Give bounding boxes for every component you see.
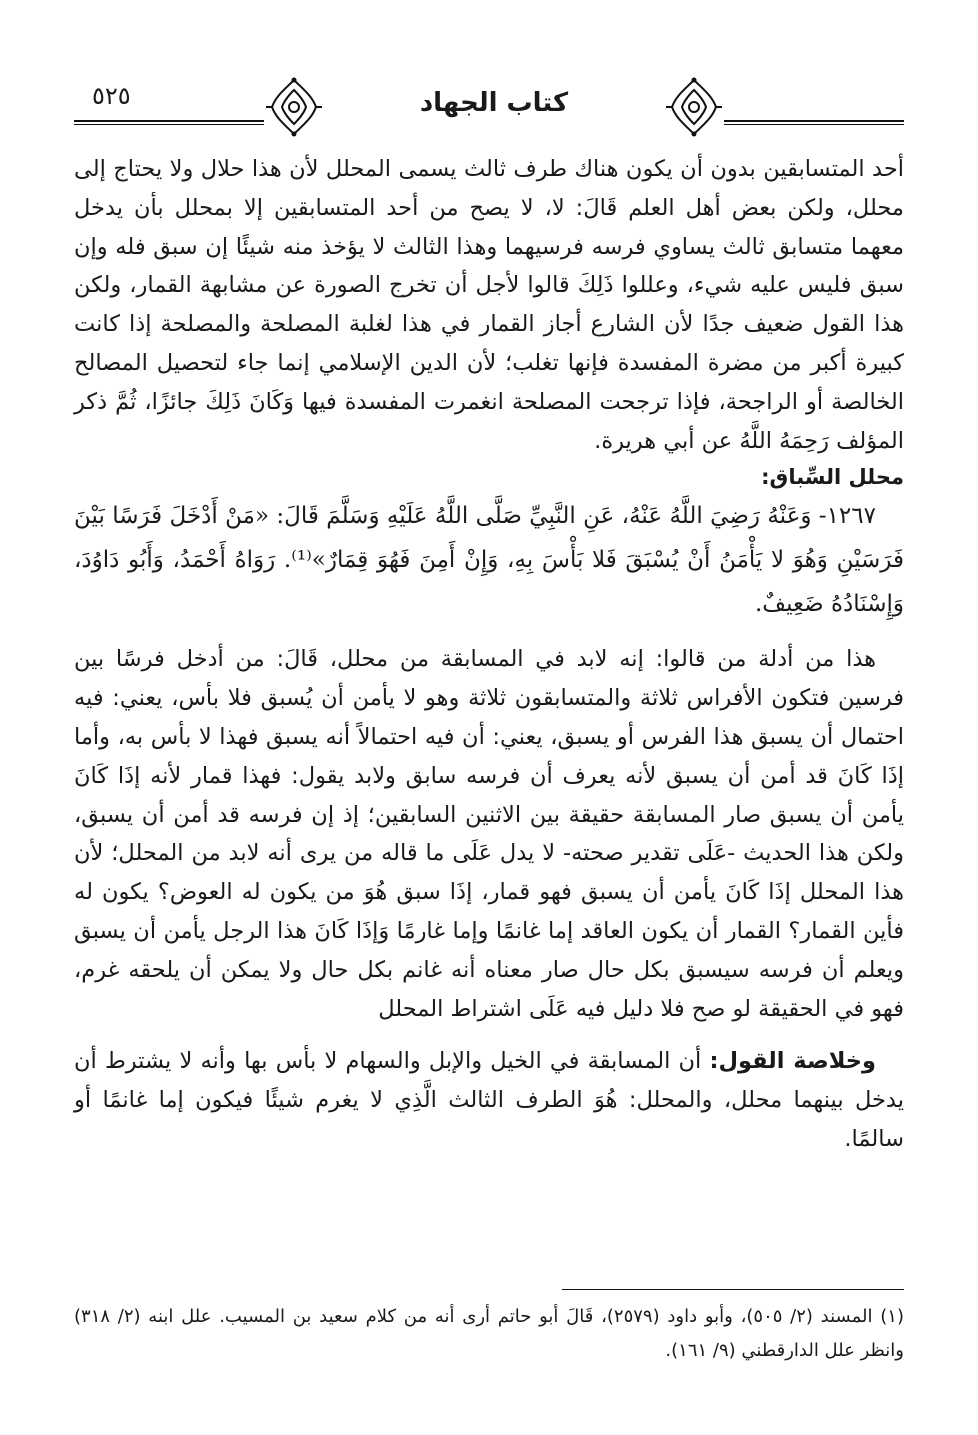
- floral-ornament-icon: [266, 76, 322, 138]
- summary-text: أن المسابقة في الخيل والإبل والسهام لا بأس بها وأنه لا يشترط أن يدخل بينهما محلل، والمحلل: هُوَ الطرف الثالث الَّذِي لا يغرم شيئًا فيكون إما غانمًا أو سالمًا.: [74, 1048, 904, 1152]
- footnote-text: (١) المسند (٢/ ٥٠٥)، وأبو داود (٢٥٧٩)، قَالَ أبو حاتم أرى أنه من كلام سعيد بن المسيب. علل ابنه (٢/ ٣١٨) وانظر علل الدارقطني (٩/ ١٦١).: [74, 1306, 904, 1361]
- footnote: [74, 1300, 904, 1368]
- summary-lead: وخلاصة القول:: [709, 1048, 876, 1075]
- page-number: ٥٢٥: [86, 82, 137, 110]
- footnote-separator: [562, 1289, 904, 1290]
- page-body: [74, 150, 904, 1159]
- page-header: [74, 78, 904, 140]
- paragraph: أحد المتسابقين بدون أن يكون هناك طرف ثالث يسمى المحلل لأن هذا حلال ولا يحتاج إلى محلل، ولكن بعض أهل العلم قَالَ: لا، لا يصح من أحد المتسابقين إلا بمحلل بأن يدخل معهما متسابق ثالث يساوي فرسه فرسيهما وهذا الثالث لا يؤخذ منه شيئًا إن سبق فله وإن سبق فليس عليه شيء، وعللوا ذَلِكَ قالوا لأجل أن تخرج الصورة عن مشابهة القمار، ولكن هذا القول ضعيف جدًا لأن الشارع أجاز القمار في هذا لغلبة المصلحة والمصلحة إذا كانت كبيرة أكبر من مضرة المفسدة فإنها تغلب؛ لأن الدين الإسلامي إنما جاء لتحصيل المصالح الخالصة أو الراجحة، فإذا ترجحت المصلحة انغمرت المفسدة فيها وَكَانَ ذَلِكَ جائزًا، ثُمَّ ذكر المؤلف رَحِمَهُ اللَّهُ عن أبي هريرة.: [74, 156, 904, 454]
- book-title: كتاب الجهاد: [419, 88, 569, 118]
- section-heading: محلل السِّباق:: [761, 465, 904, 490]
- paragraph: هذا من أدلة من قالوا: إنه لابد في المسابقة من محلل، قَالَ: من أدخل فرسًا بين فرسين فتكون الأفراس ثلاثة والمتسابقون ثلاثة وهو لا يأمن أن يُسبق فلا بأس، يعني: فيه احتمال أن يسبق هذا الفرس أو يسبق، يعني: أن فيه احتمالاً أنه يسبق فهذا لا بأس به، وأما إذَا كَانَ قد أمن أن يسبق لأنه يعرف أن فرسه سابق ولابد يقول: فهذا قمار لأنه إذَا كَانَ يأمن أن يسبق صار المسابقة حقيقة بين الاثنين السابقين؛ إذ إن فرسه قد أمن أن يسبق، ولكن هذا الحديث -عَلَى تقدير صحته- لا يدل عَلَى ما قاله من يرى أنه لابد من المحلل؛ لأن هذا المحلل إذَا كَانَ يأمن أن يسبق فهو قمار، إذَا سبق هُوَ من يكون له العوض؟ يكون له فأين القمار؟ القمار أن يكون العاقد إما غانمًا وإما غارمًا وَإذَا كَانَ هذا الرجل يأمن أن يسبق ويعلم أن فرسه سيسبق بكل حال صار معناه أنه غانم بكل حال ولا يمكن أن يلحقه غرم، فهو في الحقيقة لو صح فلا دليل فيه عَلَى اشتراط المحلل: [74, 646, 904, 1022]
- title-wrapper: [264, 78, 724, 140]
- hadith-text: ١٢٦٧- وَعَنْهُ رَضِيَ اللَّهُ عَنْهُ، عَنِ النَّبِيِّ صَلَّى اللَّهُ عَلَيْهِ وَسَلَّمَ قَالَ: «مَنْ أَدْخَلَ فَرَسًا بَيْنَ فَرَسَيْنِ وَهُوَ لا يَأْمَنُ أَنْ يُسْبَقَ فَلا بَأْسَ بِهِ، وَإِنْ أَمِنَ فَهُوَ قِمَارٌ»⁽¹⁾. رَوَاهُ أَحْمَدُ، وَأَبُو دَاوُدَ، وَإِسْنَادُهُ ضَعِيفٌ.: [74, 503, 904, 618]
- paragraph-summary: [74, 1042, 904, 1158]
- floral-ornament-icon: [666, 76, 722, 138]
